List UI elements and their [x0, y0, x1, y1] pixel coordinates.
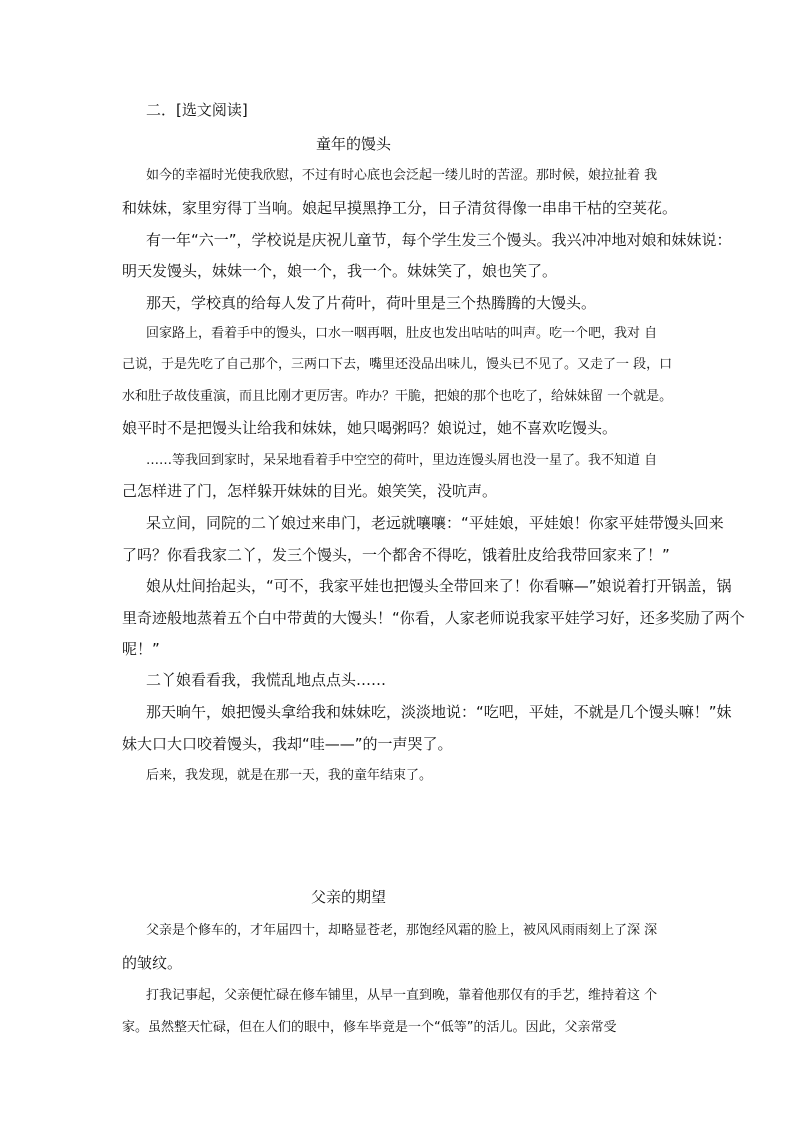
paragraph-line: 呢！”	[122, 640, 160, 658]
paragraph-line: 的皱纹。	[122, 954, 183, 972]
paragraph-line: 有一年“六一”，学校说是庆祝儿童节，每个学生发三个馒头。我兴冲冲地对娘和妹妹说：	[146, 231, 732, 249]
paragraph-line: 那天晌午，娘把馒头拿给我和妹妹吃，淡淡地说：“吃吧，平娃，不就是几个馒头嘛！”妹	[146, 703, 732, 721]
paragraph-line: 里奇迹般地蒸着五个白中带黄的大馒头！“你看，人家老师说我家平娃学习好，还多奖励了两个	[122, 609, 745, 627]
paragraph-line: 娘从灶间抬起头，“可不，我家平娃也把馒头全带回来了！你看嘛—”娘说着打开锅盖，锅	[146, 577, 732, 595]
paragraph-line: 家。虽然整天忙碌，但在人们的眼中，修车毕竟是一个“低等”的活儿。因此，父亲常受	[122, 1020, 617, 1035]
paragraph-line: 己怎样进了门，怎样躲开妹妹的目光。娘笑笑，没吭声。	[122, 482, 498, 500]
paragraph-line: 打我记事起，父亲便忙碌在修车铺里，从早一直到晚，靠着他那仅有的手艺，维持着这 个	[146, 988, 658, 1003]
paragraph-line: 二丫娘看看我，我慌乱地点点头……	[146, 671, 387, 689]
paragraph-line: 呆立间，同院的二丫娘过来串门，老远就嚷嚷：“平娃娘，平娃娘！你家平娃带馒头回来	[146, 514, 724, 532]
paragraph-line: 己说，于是先吃了自己那个，三两口下去，嘴里还没品出味儿，馒头已不见了。又走了一 段，口	[122, 357, 673, 372]
article-2-title: 父亲的期望	[311, 888, 387, 906]
paragraph-line: 那天，学校真的给每人发了片荷叶，荷叶里是三个热腾腾的大馒头。	[146, 294, 597, 312]
paragraph-line: 娘平时不是把馒头让给我和妹妹，她只喝粥吗？娘说过，她不喜欢吃馒头。	[122, 419, 618, 437]
paragraph-line: 父亲是个修车的，才年届四十，却略显苍老，那饱经风霜的脸上，被风风雨雨刻上了深 深	[146, 923, 658, 938]
paragraph-line: 如今的幸福时光使我欣慰，不过有时心底也会泛起一缕儿时的苦涩。那时候，娘拉扯着 我	[146, 168, 658, 183]
paragraph-line: 水和肚子故伎重演，而且比刚才更厉害。咋办？干脆，把娘的那个也吃了，给妹妹留 一个就是。	[122, 389, 673, 404]
article-1-title: 童年的馒头	[316, 135, 392, 153]
paragraph-line: 后来，我发现，就是在那一天，我的童年结束了。	[146, 768, 433, 783]
paragraph-line: 了吗？你看我家二丫，发三个馒头，一个都舍不得吃，饿着肚皮给我带回家来了！”	[122, 546, 670, 564]
paragraph-line: 和妹妹，家里穷得丁当响。娘起早摸黑挣工分，日子清贫得像一串串干枯的空荚花。	[122, 199, 678, 217]
paragraph-line: ……等我回到家时，呆呆地看着手中空空的荷叶，里边连馒头屑也没一星了。我不知道 自	[146, 453, 658, 468]
paragraph-line: 妹大口大口咬着馒头，我却“哇——”的一声哭了。	[122, 735, 453, 753]
paragraph-line: 回家路上，看着手中的馒头，口水一咽再咽，肚皮也发出咕咕的叫声。吃一个吧，我对 自	[146, 326, 658, 341]
paragraph-line: 明天发馒头，妹妹一个，娘一个，我一个。妹妹笑了，娘也笑了。	[122, 262, 558, 280]
section-heading: 二．[选文阅读]	[146, 101, 248, 119]
